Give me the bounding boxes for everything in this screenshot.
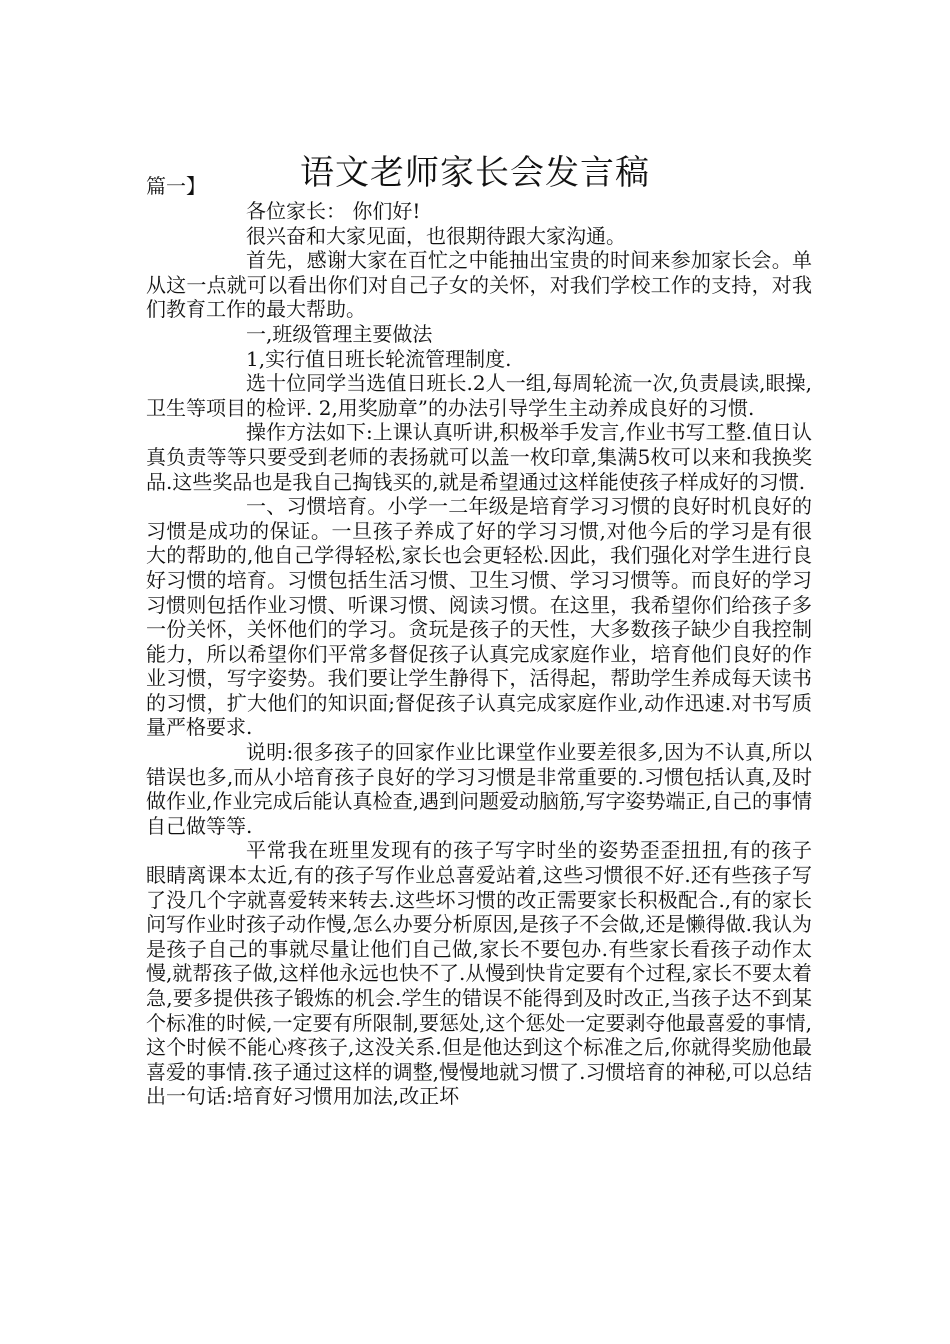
paragraph-explanation: 说明:很多孩子的回家作业比课堂作业要差很多,因为不认真,所以错误也多,而从小培育孩子良好的学习习惯是非常重要的.习惯包括认真,及时做作业,作业完成后能认真检查,遇到问题爱动脑筋,写字姿势端正,自己的事情自己做等等. [146,740,812,838]
document-title: 语文老师家长会发言稿 [300,152,650,193]
section-label: 篇一】 [146,174,206,198]
subheading-duty-monitor: 1,实行值日班长轮流管理制度. [246,346,512,371]
paragraph-intro: 很兴奋和大家见面，也很期待跟大家沟通。 [246,223,626,248]
document-body [146,199,812,1109]
paragraph-observation: 平常我在班里发现有的孩子写字时坐的姿势歪歪扭扭,有的孩子眼睛离课本太近,有的孩子写作业总喜爱站着,这些习惯很不好.还有些孩子写了没几个字就喜爱转来转去.这些坏习惯的改正需要家长积极配合.,有的家长问写作业时孩子动作慢,怎么办要分析原因,是孩子不会做,还是懒得做.我认为是孩子自己的事就尽量让他们自己做,家长不要包办.有些家长看孩子动作太慢,就帮孩子做,这样他永远也快不了.从慢到快肯定要有个过程,家长不要太着急,要多提供孩子锻炼的机会.学生的错误不能得到及时改正,当孩子达不到某个标准的时候,一定要有所限制,要惩处,这个惩处一定要剥夺他最喜爱的事情,这个时候不能心疼孩子,这没关系.但是他达到这个标准之后,你就得奖励他最喜爱的事情.孩子通过这样的调整,慢慢地就习惯了.习惯培育的神秘,可以总结出一句话:培育好习惯用加法,改正坏 [146,838,812,1109]
paragraph-greeting: 各位家长： 你们好! [246,199,421,223]
paragraph-method: 操作方法如下:上课认真听讲,积极举手发言,作业书写工整.值日认真负责等等只要受到老师的表扬就可以盖一枚印章,集满5枚可以来和我换奖品.这些奖品也是我自己掏钱买的,就是希望通过这样能使孩子样成好的习惯. [146,420,812,494]
section-heading-class-management: 一,班级管理主要做法 [246,321,433,346]
paragraph-habit-training: 一、习惯培育。小学一二年级是培育学习习惯的良好时机良好的习惯是成功的保证。一旦孩子养成了好的学习习惯,对他今后的学习是有很大的帮助的,他自己学得轻松,家长也会更轻松.因此，我们强化对学生进行良好习惯的培育。习惯包括生活习惯、卫生习惯、学习习惯等。而良好的学习习惯则包括作业习惯、听课习惯、阅读习惯。在这里，我希望你们给孩子多一份关怀，关怀他们的学习。贪玩是孩子的天性，大多数孩子缺少自我控制能力，所以希望你们平常多督促孩子认真完成家庭作业，培育他们良好的作业习惯，写字姿势。我们要让学生静得下，活得起，帮助学生养成每天读书的习惯，扩大他们的知识面;督促孩子认真完成家庭作业,动作迅速.对书写质量严格要求. [146,494,812,740]
paragraph-thanks: 首先，感谢大家在百忙之中能抽出宝贵的时间来参加家长会。单从这一点就可以看出你们对自己子女的关怀，对我们学校工作的支持，对我们教育工作的最大帮助。 [146,248,812,322]
paragraph-duty-monitor: 选十位同学当选值日班长.2人一组,每周轮流一次,负责晨读,眼操,卫生等项目的检评. 2,用奖励章”的办法引导学生主动养成良好的习惯. [146,371,812,420]
